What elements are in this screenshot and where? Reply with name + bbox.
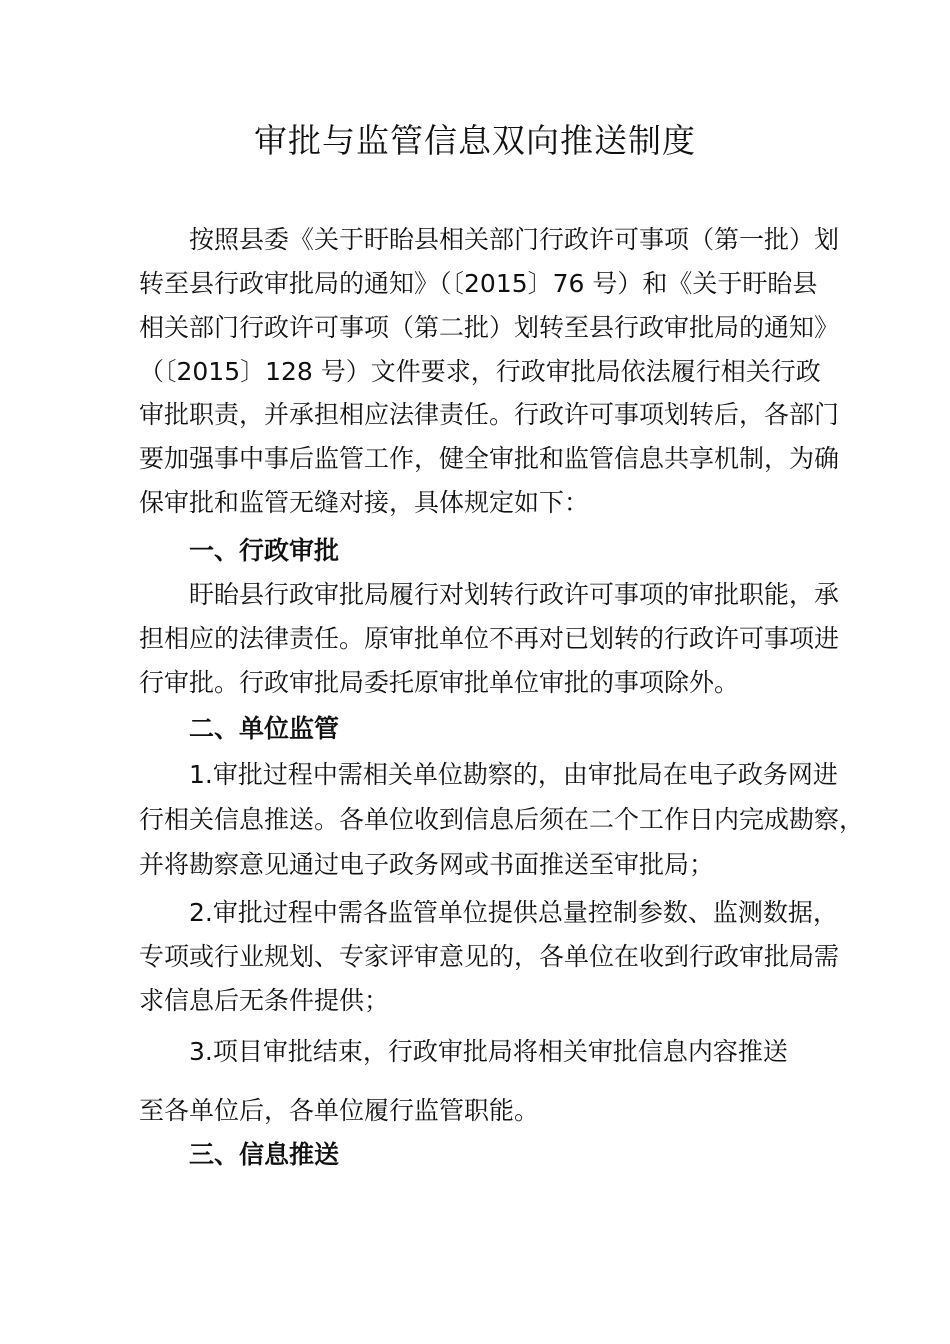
- section-heading: 三、信息推送: [189, 1140, 340, 1169]
- section-heading: 二、单位监管: [189, 714, 340, 743]
- paragraph-line: 相关部门行政许可事项（第二批）划转至县行政审批局的通知》: [139, 313, 840, 342]
- paragraph-line: 行相关信息推送。各单位收到信息后须在二个工作日内完成勘察，: [139, 805, 865, 834]
- paragraph-line: 担相应的法律责任。原审批单位不再对已划转的行政许可事项进: [139, 624, 840, 653]
- paragraph-line: 3.项目审批结束，行政审批局将相关审批信息内容推送: [189, 1037, 788, 1066]
- paragraph-line: 2.审批过程中需各监管单位提供总量控制参数、监测数据，: [189, 898, 838, 927]
- paragraph-line: 盱眙县行政审批局履行对划转行政许可事项的审批职能，承: [189, 580, 840, 609]
- paragraph-line: 专项或行业规划、专家评审意见的，各单位在收到行政审批局需: [139, 942, 840, 971]
- section-heading: 一、行政审批: [189, 536, 340, 565]
- paragraph-line: 并将勘察意见通过电子政务网或书面推送至审批局；: [139, 850, 715, 879]
- paragraph-line: 按照县委《关于盱眙县相关部门行政许可事项（第一批）划: [189, 225, 840, 254]
- paragraph-line: 保审批和监管无缝对接，具体规定如下：: [139, 488, 590, 517]
- document-title: 审批与监管信息双向推送制度: [254, 121, 696, 160]
- paragraph-line: 行审批。行政审批局委托原审批单位审批的事项除外。: [139, 668, 740, 697]
- paragraph-line: 1.审批过程中需相关单位勘察的，由审批局在电子政务网进: [189, 760, 838, 789]
- paragraph-line: 转至县行政审批局的通知》（〔2015〕76 号）和《关于盱眙县: [139, 269, 818, 298]
- paragraph-line: （〔2015〕128 号）文件要求，行政审批局依法履行相关行政: [139, 357, 821, 386]
- paragraph-line: 审批职责，并承担相应法律责任。行政许可事项划转后，各部门: [139, 400, 840, 429]
- paragraph-line: 求信息后无条件提供；: [139, 986, 390, 1015]
- paragraph-line: 要加强事中事后监管工作，健全审批和监管信息共享机制，为确: [139, 444, 840, 473]
- paragraph-line: 至各单位后，各单位履行监管职能。: [139, 1096, 540, 1125]
